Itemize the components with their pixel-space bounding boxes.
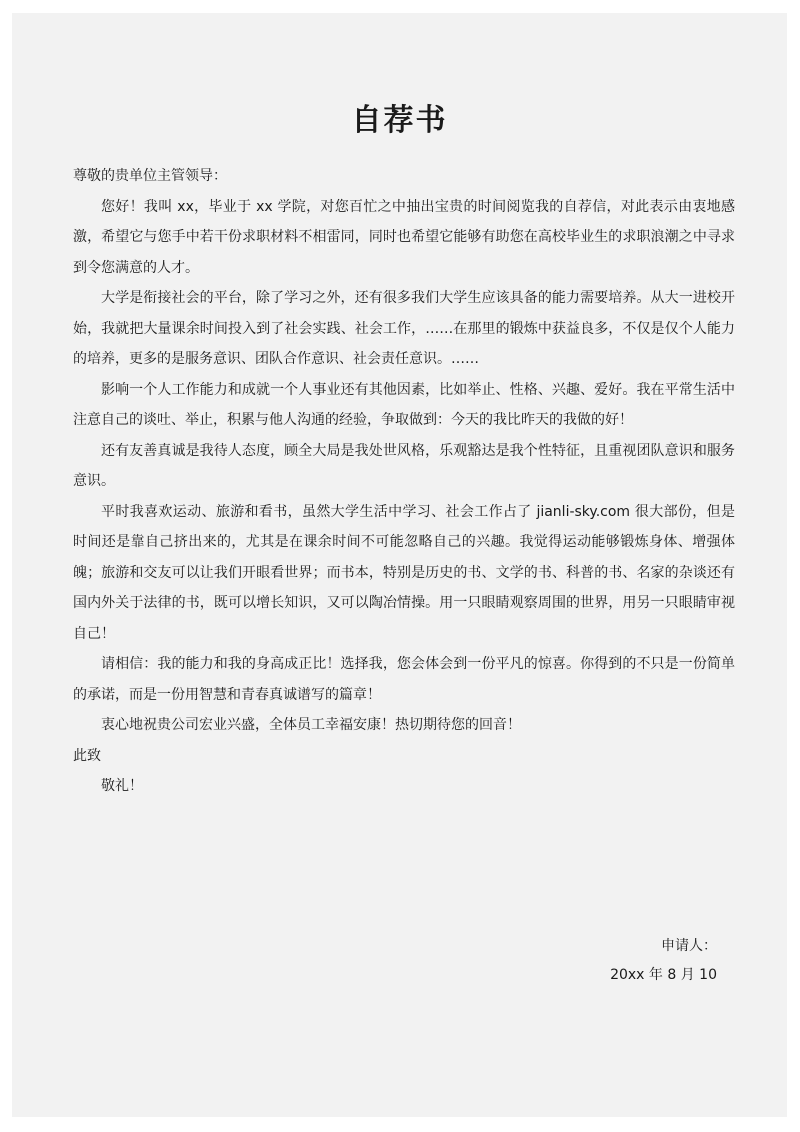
signature-label: 申请人： xyxy=(661,938,717,954)
paragraph-university: 大学是衔接社会的平台，除了学习之外，还有很多我们大学生应该具备的能力需要培养。从大一进校开始，我就把大量课余时间投入到了社会实践、社会工作，……在那里的锻炼中获益良多，不仅是仅个人能力的培养，更多的是服务意识、团队合作意识、社会责任意识。…… xyxy=(73,290,735,367)
closing: 此致 xyxy=(73,747,101,764)
paragraph-greeting: 您好！我叫 xx，毕业于 xx 学院，对您百忙之中抽出宝贵的时间阅览我的自荐信，对此表示由衷地感激，希望它与您手中若干份求职材料不相雷同，同时也希望它能够有助您在高校毕业生的求职浪潮之中寻求到令您满意的人才。 xyxy=(73,198,735,276)
signature-date: 20xx 年 8 月 10 xyxy=(610,967,717,983)
document-title: 自荐书 xyxy=(351,103,448,138)
paragraph-believe: 请相信：我的能力和我的身高成正比！选择我，您会体会到一份平凡的惊喜。你得到的不只是一份简单的承诺，而是一份用智慧和青春真诚谱写的篇章！ xyxy=(73,656,735,703)
paragraph-wishes: 衷心地祝贵公司宏业兴盛，全体员工幸福安康！热切期待您的回音！ xyxy=(101,717,521,733)
letter-body xyxy=(73,161,735,802)
paragraph-hobbies: 平时我喜欢运动、旅游和看书，虽然大学生活中学习、社会工作占了 jianli-sky.com 很大部份，但是时间还是靠自己挤出来的，尤其是在课余时间不可能忽略自己的兴趣。我觉得运动能够锻炼身体、增强体魄；旅游和交友可以让我们开眼看世界；而书本，特别是历史的书、文学的书、科普的书、名家的杂谈还有国内外关于法律的书，既可以增长知识，又可以陶冶情操。用一只眼睛观察周围的世界，用另一只眼睛审视自己！ xyxy=(73,503,735,642)
regards: 敬礼！ xyxy=(101,778,143,794)
salutation: 尊敬的贵单位主管领导： xyxy=(73,168,227,184)
document-page xyxy=(12,13,787,1117)
paragraph-personality: 还有友善真诚是我待人态度，顾全大局是我处世风格，乐观豁达是我个性特征，且重视团队意识和服务意识。 xyxy=(73,442,735,489)
paragraph-abilities: 影响一个人工作能力和成就一个人事业还有其他因素，比如举止、性格、兴趣、爱好。我在平常生活中注意自己的谈吐、举止，积累与他人沟通的经验，争取做到：今天的我比昨天的我做的好！ xyxy=(73,381,735,428)
